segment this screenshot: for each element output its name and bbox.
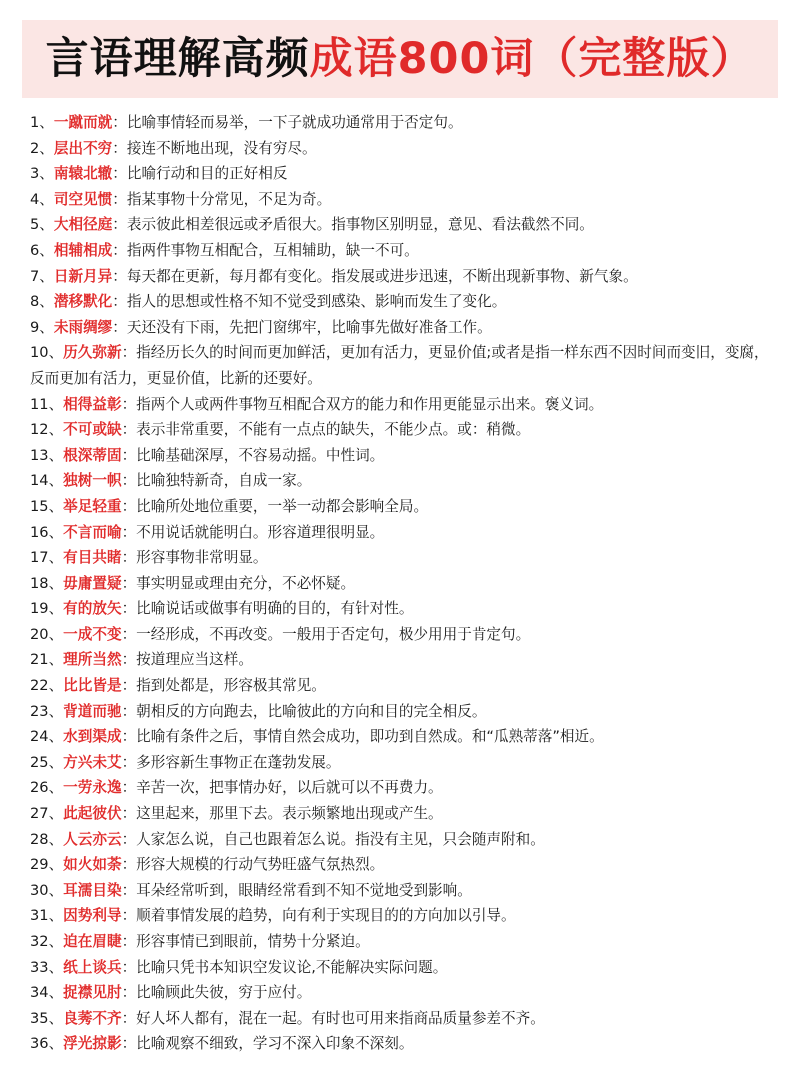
entry-description: 按道理应当这样。 <box>136 651 253 669</box>
list-item <box>30 622 778 648</box>
list-item <box>30 392 778 418</box>
entry-idiom: 层出不穷 <box>53 139 113 157</box>
entry-separator: ： <box>121 421 137 439</box>
entry-separator: ： <box>121 1035 137 1053</box>
entry-idiom: 日新月异 <box>53 267 113 285</box>
entry-number: 14、 <box>30 472 64 490</box>
entry-description: 不用说话就能明白。形容道理很明显。 <box>136 523 385 541</box>
list-item <box>30 775 778 801</box>
entry-idiom: 如火如荼 <box>63 856 122 874</box>
list-item <box>30 827 778 853</box>
entry-separator: ： <box>121 1009 137 1027</box>
entry-separator: ： <box>121 651 137 669</box>
list-item <box>30 878 778 904</box>
entry-description: 指两件事物互相配合，互相辅助，缺一不可。 <box>126 241 419 259</box>
entry-number: 10、 <box>30 344 64 362</box>
entry-description: 表示非常重要，不能有一点点的缺失，不能少点。或：稍微。 <box>136 421 531 439</box>
entry-idiom: 相得益彰 <box>63 395 122 413</box>
idiom-list <box>30 110 778 1057</box>
list-item <box>30 187 778 213</box>
entry-description: 指经历长久的时间而更加鲜活，更加有活力，更显价值;或者是指一样东西不因时间而变旧，变腐，反而更加有活力，更显价值，比新的还要好。 <box>30 344 769 387</box>
list-item <box>30 340 778 391</box>
entry-description: 比喻事情轻而易举，一下子就成功通常用于否定句。 <box>126 114 463 131</box>
entry-separator: ： <box>121 625 137 643</box>
entry-separator: ： <box>121 907 137 925</box>
entry-idiom: 未雨绸缪 <box>53 318 113 336</box>
entry-idiom: 良莠不齐 <box>63 1009 122 1027</box>
entry-number: 20、 <box>30 625 64 643</box>
entry-number: 19、 <box>30 600 64 618</box>
entry-separator: ： <box>121 830 137 848</box>
entry-number: 4、 <box>30 190 54 208</box>
entry-idiom: 纸上谈兵 <box>63 958 122 976</box>
entry-number: 21、 <box>30 651 64 669</box>
list-item <box>30 494 778 520</box>
entry-separator: ： <box>121 523 137 541</box>
entry-idiom: 因势利导 <box>63 907 122 925</box>
entry-separator: ： <box>121 677 137 695</box>
entry-idiom: 一劳永逸 <box>63 779 122 797</box>
list-item <box>30 545 778 571</box>
entry-number: 17、 <box>30 549 64 567</box>
entry-description: 比喻说话或做事有明确的目的，有针对性。 <box>136 600 414 618</box>
entry-separator: ： <box>121 702 137 720</box>
list-item <box>30 699 778 725</box>
entry-description: 多形容新生事物正在蓬勃发展。 <box>136 753 341 771</box>
page-title <box>0 0 800 120</box>
entry-number: 32、 <box>30 933 64 950</box>
entry-idiom: 此起彼伏 <box>63 805 122 823</box>
entry-idiom: 理所当然 <box>63 651 122 669</box>
entry-idiom: 浮光掠影 <box>63 1035 122 1053</box>
list-item <box>30 852 778 878</box>
entry-separator: ： <box>121 446 137 464</box>
entry-idiom: 比比皆是 <box>63 677 122 695</box>
entry-number: 2、 <box>30 139 54 157</box>
entry-idiom: 司空见惯 <box>53 190 113 208</box>
entry-description: 辛苦一次，把事情办好，以后就可以不再费力。 <box>136 779 443 797</box>
entry-description: 比喻只凭书本知识空发议论,不能解决实际问题。 <box>136 958 448 976</box>
entry-idiom: 潜移默化 <box>53 293 113 311</box>
entry-separator: ： <box>121 779 137 797</box>
entry-separator: ： <box>121 933 137 950</box>
entry-separator: ： <box>121 753 137 771</box>
entry-description: 指到处都是，形容极其常见。 <box>136 677 326 695</box>
entry-idiom: 不可或缺 <box>63 421 122 439</box>
entry-number: 9、 <box>30 318 54 336</box>
entry-number: 18、 <box>30 574 64 592</box>
entry-separator: ： <box>121 574 137 592</box>
list-item <box>30 955 778 981</box>
entry-description: 这里起来，那里下去。表示频繁地出现或产生。 <box>136 805 443 823</box>
list-item <box>30 161 778 187</box>
entry-number: 3、 <box>30 165 54 183</box>
entry-description: 指某事物十分常见，不足为奇。 <box>126 190 332 208</box>
entry-separator: ： <box>112 293 127 311</box>
entry-separator: ： <box>121 881 137 899</box>
list-item <box>30 417 778 443</box>
entry-idiom: 水到渠成 <box>63 728 122 746</box>
entry-number: 24、 <box>30 728 64 746</box>
entry-separator: ： <box>121 728 137 746</box>
entry-description: 好人坏人都有，混在一起。有时也可用来指商品质量参差不齐。 <box>136 1009 545 1027</box>
entry-number: 27、 <box>30 805 64 823</box>
entry-description: 形容大规模的行动气势旺盛气氛热烈。 <box>136 856 385 874</box>
title-red-part: 成语800词（完整版） <box>309 34 755 84</box>
list-item <box>30 647 778 673</box>
entry-number: 25、 <box>30 753 64 771</box>
entry-description: 比喻所处地位重要，一举一动都会影响全局。 <box>136 497 429 515</box>
entry-description: 指人的思想或性格不知不觉受到感染、影响而发生了变化。 <box>126 293 507 311</box>
entry-number: 34、 <box>30 984 64 1002</box>
entry-number: 13、 <box>30 446 64 464</box>
list-item <box>30 724 778 750</box>
entry-description: 比喻有条件之后，事情自然会成功，即功到自然成。和“瓜熟蒂落”相近。 <box>136 728 604 746</box>
entry-idiom: 一蹴而就 <box>53 114 113 131</box>
entry-idiom: 南辕北辙 <box>53 165 113 183</box>
entry-number: 29、 <box>30 856 64 874</box>
entry-number: 33、 <box>30 958 64 976</box>
entry-idiom: 历久弥新 <box>63 344 122 362</box>
entry-idiom: 耳濡目染 <box>63 881 122 899</box>
entry-idiom: 迫在眉睫 <box>63 933 122 950</box>
entry-number: 8、 <box>30 293 54 311</box>
entry-number: 31、 <box>30 907 64 925</box>
entry-number: 26、 <box>30 779 64 797</box>
entry-idiom: 举足轻重 <box>63 497 122 515</box>
entry-idiom: 毋庸置疑 <box>63 574 122 592</box>
list-item <box>30 801 778 827</box>
list-item <box>30 571 778 597</box>
list-item <box>30 238 778 264</box>
entry-idiom: 根深蒂固 <box>63 446 122 464</box>
list-item <box>30 929 778 955</box>
list-item <box>30 1031 778 1057</box>
entry-separator: ： <box>121 984 137 1002</box>
entry-number: 11、 <box>30 395 64 413</box>
entry-number: 5、 <box>30 216 54 234</box>
entry-separator: ： <box>112 216 127 234</box>
entry-number: 35、 <box>30 1009 64 1027</box>
entry-idiom: 有的放矢 <box>63 600 122 618</box>
list-item <box>30 980 778 1006</box>
entry-number: 6、 <box>30 241 54 259</box>
entry-description: 耳朵经常听到，眼睛经常看到不知不觉地受到影响。 <box>136 881 472 899</box>
entry-number: 1、 <box>30 114 54 131</box>
entry-number: 22、 <box>30 677 64 695</box>
entry-description: 形容事情已到眼前，情势十分紧迫。 <box>136 933 370 950</box>
entry-idiom: 相辅相成 <box>53 241 113 259</box>
title-black-part: 言语理解高频 <box>45 34 310 84</box>
entry-number: 12、 <box>30 421 64 439</box>
entry-separator: ： <box>112 165 127 183</box>
entry-description: 比喻行动和目的正好相反 <box>126 165 288 183</box>
list-item <box>30 520 778 546</box>
entry-idiom: 有目共睹 <box>63 549 122 567</box>
entry-number: 15、 <box>30 497 64 515</box>
entry-idiom: 人云亦云 <box>63 830 122 848</box>
entry-description: 比喻顾此失彼，穷于应付。 <box>136 984 312 1002</box>
list-item <box>30 264 778 290</box>
entry-description: 顺着事情发展的趋势，向有利于实现目的的方向加以引导。 <box>136 907 516 925</box>
entry-separator: ： <box>121 856 137 874</box>
list-item <box>30 443 778 469</box>
entry-separator: ： <box>112 190 127 208</box>
list-item <box>30 596 778 622</box>
entry-separator: ： <box>121 395 137 413</box>
entry-description: 一经形成，不再改变。一般用于否定句，极少用用于肯定句。 <box>136 625 531 643</box>
entry-idiom: 方兴未艾 <box>63 753 122 771</box>
entry-description: 形容事物非常明显。 <box>136 549 268 567</box>
entry-separator: ： <box>112 318 127 336</box>
entry-separator: ： <box>121 497 137 515</box>
entry-separator: ： <box>121 472 137 490</box>
entry-idiom: 独树一帜 <box>63 472 122 490</box>
entry-separator: ： <box>121 600 137 618</box>
entry-separator: ： <box>112 114 127 131</box>
entry-number: 30、 <box>30 881 64 899</box>
list-item <box>30 136 778 162</box>
entry-description: 比喻观察不细致，学习不深入印象不深刻。 <box>136 1035 414 1053</box>
list-item <box>30 750 778 776</box>
entry-idiom: 不言而喻 <box>63 523 122 541</box>
entry-description: 事实明显或理由充分，不必怀疑。 <box>136 574 356 592</box>
entry-number: 23、 <box>30 702 64 720</box>
list-item <box>30 673 778 699</box>
entry-description: 人家怎么说，自己也跟着怎么说。指没有主见，只会随声附和。 <box>136 830 545 848</box>
entry-idiom: 大相径庭 <box>53 216 113 234</box>
list-item <box>30 468 778 494</box>
list-item <box>30 1006 778 1032</box>
entry-number: 36、 <box>30 1035 64 1053</box>
entry-separator: ： <box>112 139 127 157</box>
entry-description: 每天都在更新，每月都有变化。指发展或进步迅速，不断出现新事物、新气象。 <box>126 267 638 285</box>
entry-description: 比喻基础深厚，不容易动摇。中性词。 <box>136 446 385 464</box>
list-item <box>30 212 778 238</box>
entry-description: 朝相反的方向跑去，比喻彼此的方向和目的完全相反。 <box>136 702 487 720</box>
list-item <box>30 110 778 136</box>
entry-separator: ： <box>121 958 137 976</box>
entry-separator: ： <box>121 344 137 362</box>
list-item <box>30 289 778 315</box>
entry-idiom: 捉襟见肘 <box>63 984 122 1002</box>
list-item <box>30 315 778 341</box>
entry-description: 接连不断地出现，没有穷尽。 <box>126 139 317 157</box>
entry-idiom: 背道而驰 <box>63 702 122 720</box>
entry-separator: ： <box>112 267 127 285</box>
entry-separator: ： <box>121 805 137 823</box>
entry-number: 28、 <box>30 830 64 848</box>
entry-description: 比喻独特新奇，自成一家。 <box>136 472 312 490</box>
entry-number: 16、 <box>30 523 64 541</box>
entry-number: 7、 <box>30 267 54 285</box>
entry-description: 表示彼此相差很远或矛盾很大。指事物区别明显，意见、看法截然不同。 <box>126 216 594 234</box>
entry-separator: ： <box>112 241 127 259</box>
entry-description: 指两个人或两件事物互相配合双方的能力和作用更能显示出来。褒义词。 <box>136 395 604 413</box>
entry-separator: ： <box>121 549 137 567</box>
entry-description: 天还没有下雨，先把门窗绑牢，比喻事先做好准备工作。 <box>126 318 492 336</box>
entry-idiom: 一成不变 <box>63 625 122 643</box>
list-item <box>30 903 778 929</box>
